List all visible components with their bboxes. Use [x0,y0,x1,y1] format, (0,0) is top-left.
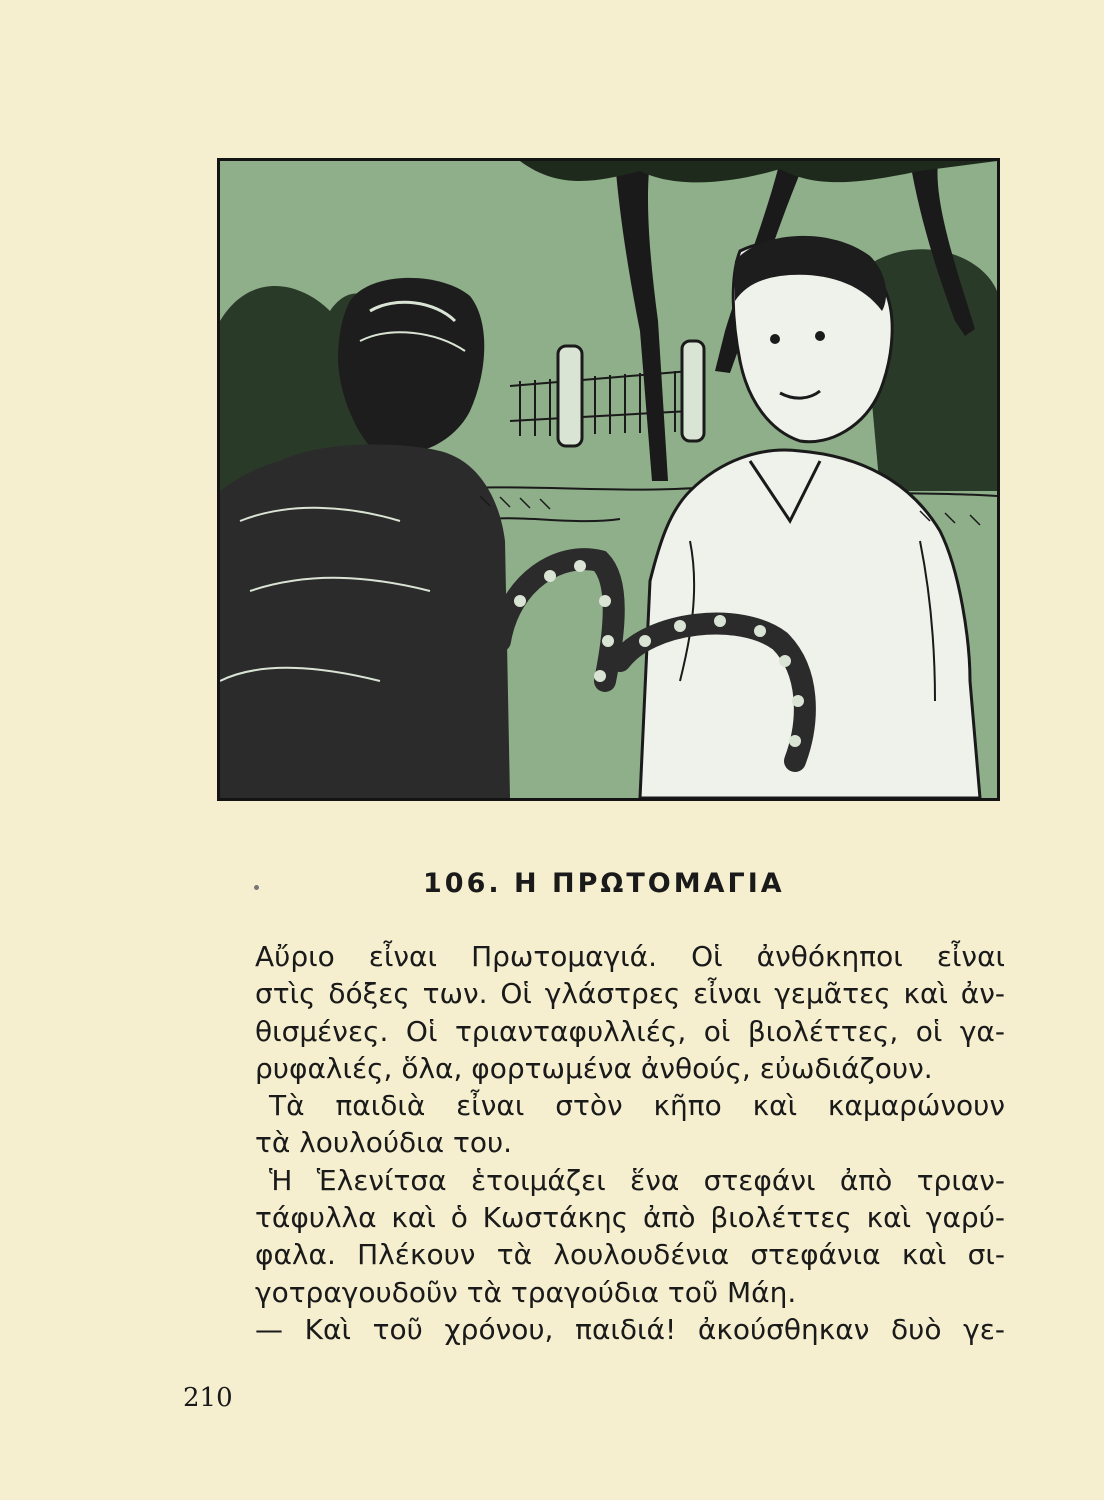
text-line: Τὰ παιδιὰ εἶναι στὸν κῆπο καὶ καμαρώνουν [269,1089,1005,1123]
text-line: ρυφαλιές, ὅλα, φορτωμένα ἀνθούς, εὐωδιάζουν. [255,1051,933,1085]
text-line: στὶς δόξες των. Οἱ γλάστρες εἶναι γεμᾶτες καὶ ἀν- [255,977,1005,1011]
text-line: τάφυλλα καὶ ὁ Κωστάκης ἀπὸ βιολέττες καὶ γαρύ- [255,1201,1005,1235]
text-line: Αὔριο εἶναι Πρωτομαγιά. Οἱ ἀνθόκηποι εἶναι [255,940,1005,973]
margin-dot [254,885,259,890]
page-title [423,868,785,899]
text-line: τὰ λουλούδια του. [255,1126,513,1160]
lesson-number: 106. [423,868,502,899]
lesson-title: Η ΠΡΩΤΟΜΑΓΙΑ [514,868,785,899]
text-line: Ἡ Ἑλενίτσα ἑτοιμάζει ἕνα στεφάνι ἀπὸ τριαν- [269,1163,1005,1197]
text-line: θισμένες. Οἱ τριανταφυλλιές, οἱ βιολέττες, οἱ γα- [255,1014,1005,1048]
text-line: — Καὶ τοῦ χρόνου, παιδιά! ἀκούσθηκαν δυὸ γε- [255,1312,1005,1346]
page-number: 210 [183,1383,233,1413]
text-line: γοτραγουδοῦν τὰ τραγούδια τοῦ Μάη. [255,1275,797,1309]
body-text [255,938,1005,1348]
illustration-girl-boy-flower-wreaths-icon [220,161,997,798]
illustration [217,158,1000,801]
text-line: φαλα. Πλέκουν τὰ λουλουδένια στεφάνια καὶ σι- [255,1238,1005,1272]
